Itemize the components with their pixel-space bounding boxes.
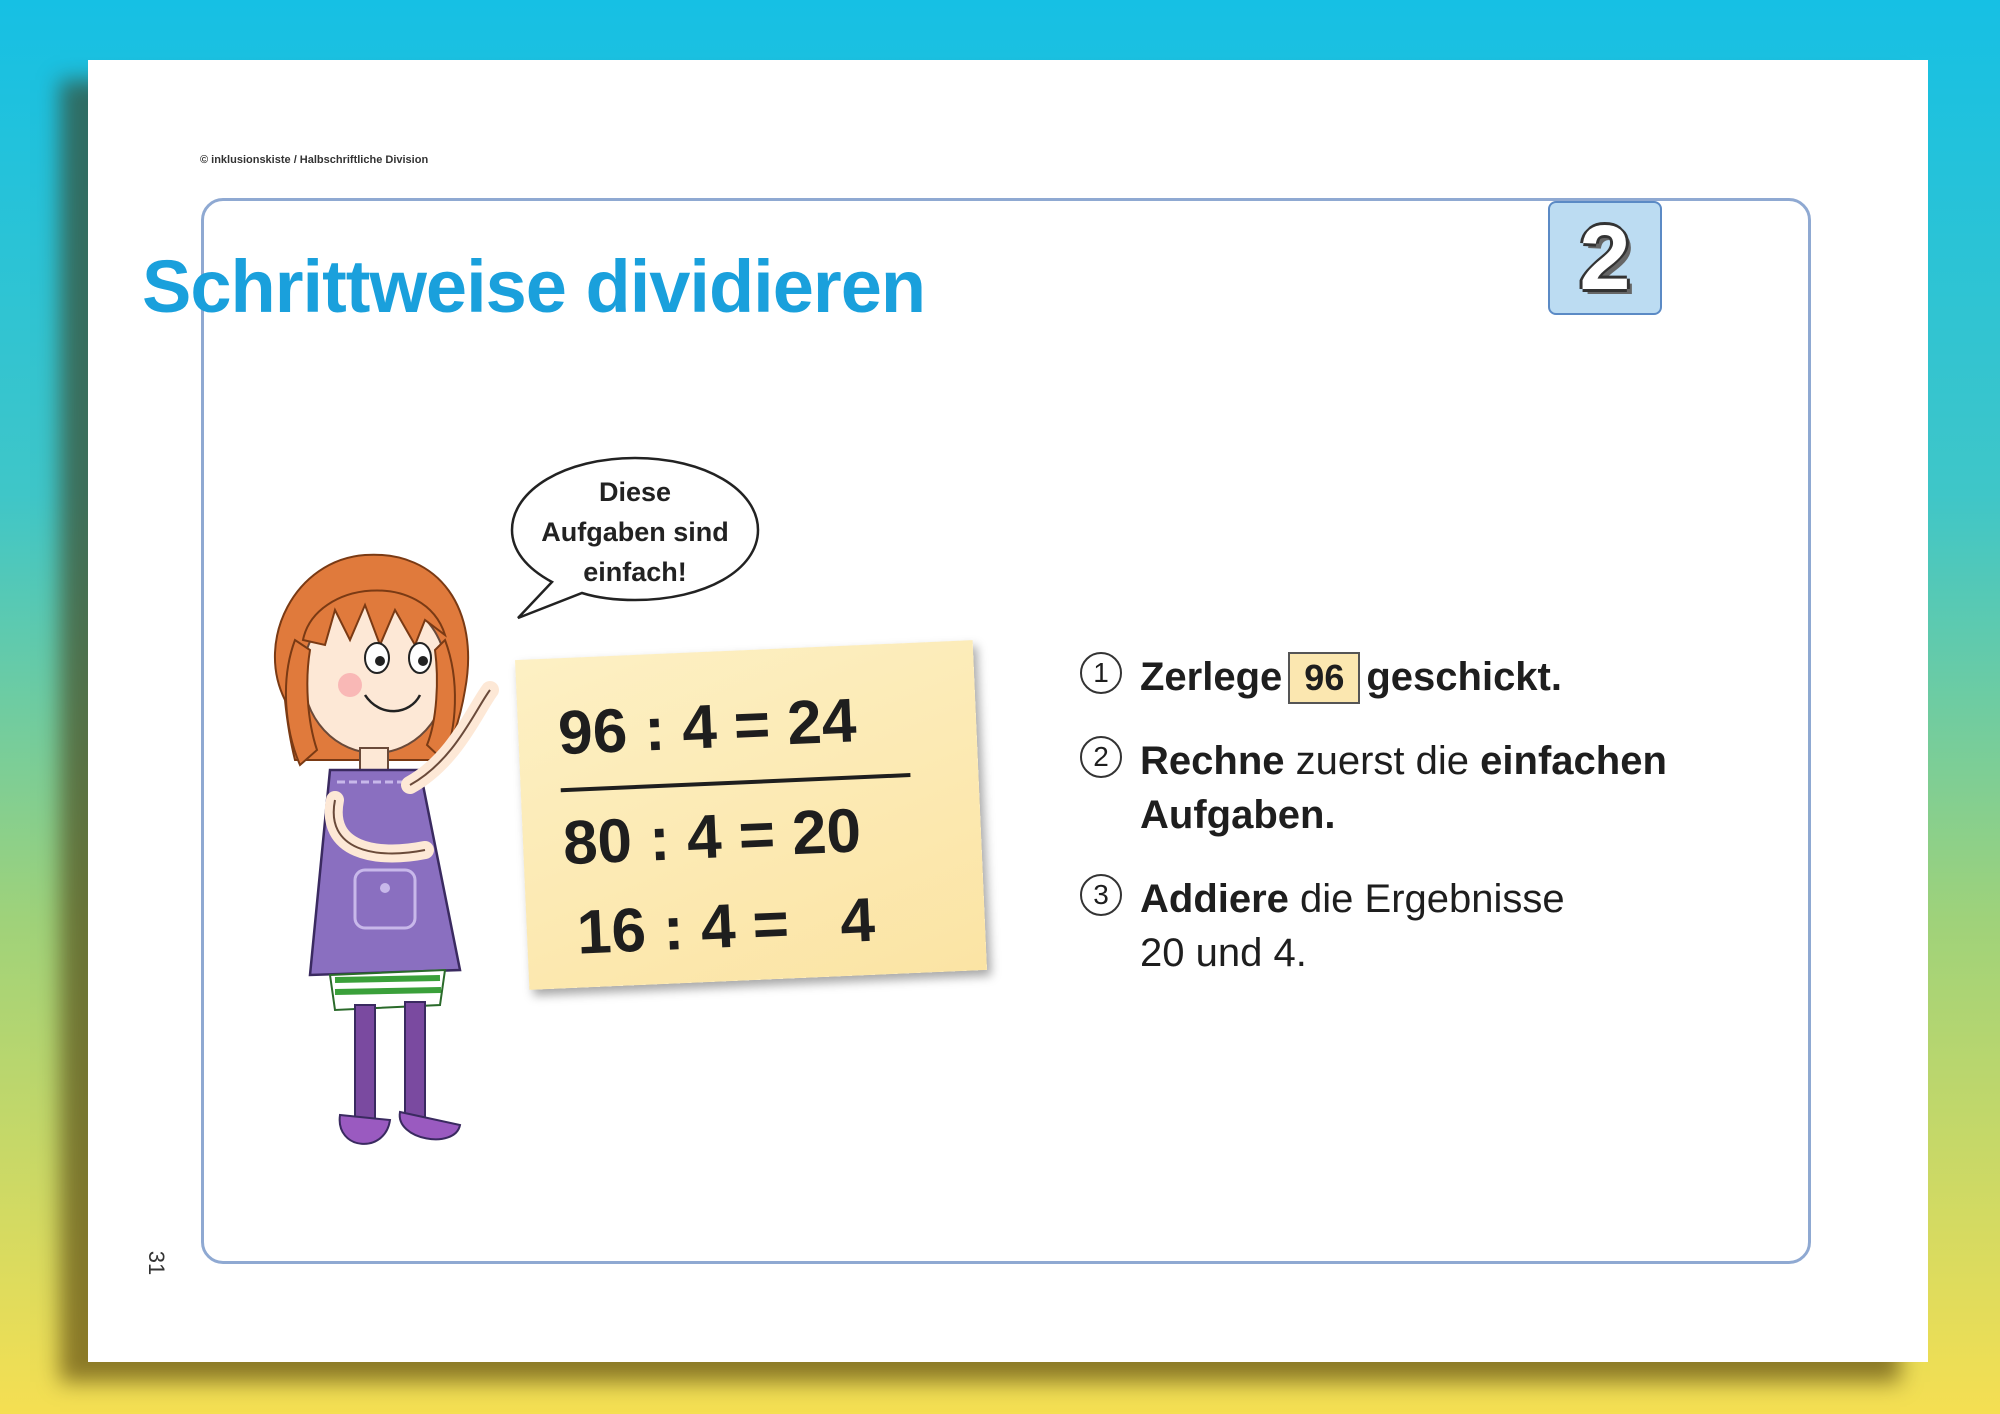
step-number-3: 3 bbox=[1080, 874, 1122, 916]
speech-bubble-text bbox=[530, 472, 740, 592]
level-badge bbox=[1548, 201, 1662, 315]
partial-equation-1: 80 : 4 = 20 bbox=[561, 796, 863, 879]
partial-equation-2: 16 : 4 = 4 bbox=[575, 885, 877, 968]
worksheet-title: Schrittweise dividieren bbox=[142, 245, 926, 328]
step-3-verb: Addiere bbox=[1140, 877, 1289, 921]
main-equation: 96 : 4 = 24 bbox=[556, 686, 858, 769]
instruction-step-1 bbox=[1080, 650, 1720, 704]
step-text-1 bbox=[1140, 650, 1562, 704]
step-2-verb: Rechne bbox=[1140, 739, 1285, 783]
girl-illustration-icon bbox=[255, 550, 555, 1170]
step-number-1: 1 bbox=[1080, 652, 1122, 694]
copyright-notice: © inklusionskiste / Halbschriftliche Division bbox=[200, 154, 429, 166]
instruction-step-3 bbox=[1080, 872, 1720, 980]
step-3-end: 20 und 4. bbox=[1140, 931, 1307, 975]
equation-divider bbox=[561, 773, 911, 792]
sticky-note bbox=[515, 640, 987, 990]
bubble-line-1: Diese bbox=[598, 477, 672, 507]
step-1-end: geschickt. bbox=[1366, 655, 1562, 699]
step-text-2 bbox=[1140, 734, 1667, 842]
step-3-middle: die Ergebnisse bbox=[1288, 877, 1565, 921]
step-2-middle: zuerst die bbox=[1284, 739, 1481, 783]
step-1-verb: Zerlege bbox=[1140, 655, 1283, 699]
instruction-step-2 bbox=[1080, 734, 1720, 842]
highlighted-number-box: 96 bbox=[1288, 652, 1360, 704]
instruction-list bbox=[1080, 650, 1720, 1010]
level-number: 2 bbox=[1579, 207, 1631, 309]
step-number-2: 2 bbox=[1080, 736, 1122, 778]
step-text-3 bbox=[1140, 872, 1565, 980]
bubble-line-2: Aufgaben sind bbox=[541, 517, 729, 547]
page-number: 31 bbox=[144, 1250, 170, 1276]
step-2-adjective: einfachen bbox=[1480, 739, 1667, 783]
bubble-line-3: einfach! bbox=[583, 557, 687, 587]
step-2-end: Aufgaben. bbox=[1140, 793, 1336, 837]
